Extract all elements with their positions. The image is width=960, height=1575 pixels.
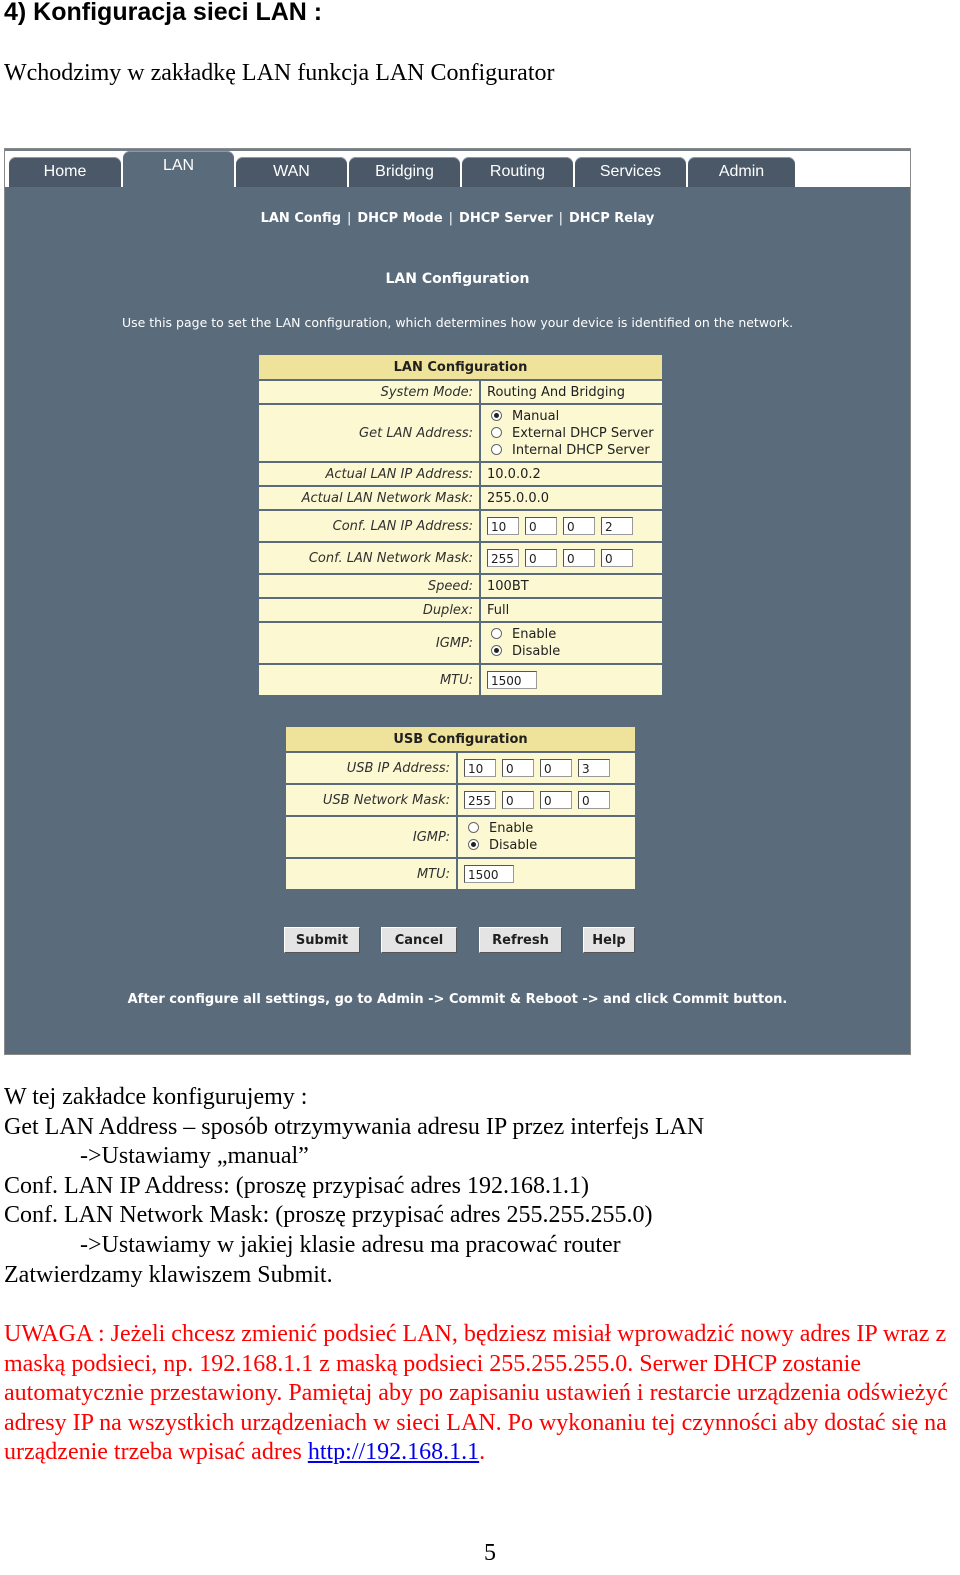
mtu-field	[481, 665, 662, 695]
conf-mask-octet-4-input[interactable]: 0	[601, 549, 633, 567]
usb-ip-inputs	[458, 753, 635, 783]
conf-ip-octet-3-input[interactable]: 0	[563, 517, 595, 535]
tab-lan[interactable]: LAN	[123, 151, 234, 187]
duplex-label: Duplex:	[259, 599, 481, 621]
speed-label: Speed:	[259, 575, 481, 597]
usb-config-table	[286, 725, 635, 891]
radio-option-external-dhcp[interactable]	[487, 425, 656, 442]
conf-lan-mask-label: Conf. LAN Network Mask:	[259, 543, 481, 573]
subnav-separator: |	[558, 211, 563, 226]
instruction-line: Zatwierdzamy klawiszem Submit.	[4, 1261, 333, 1288]
intro-text: Wchodzimy w zakładkę LAN funkcja LAN Configurator	[4, 60, 555, 86]
radio-option-internal-dhcp[interactable]	[487, 442, 656, 459]
radio-icon[interactable]	[468, 822, 479, 833]
usb-mask-octet-4-input[interactable]: 0	[578, 791, 610, 809]
usb-mtu-input[interactable]: 1500	[464, 865, 514, 883]
actual-lan-ip-value: 10.0.0.2	[481, 463, 662, 485]
usb-ip-label: USB IP Address:	[286, 753, 458, 783]
usb-mtu-label: MTU:	[286, 859, 458, 889]
radio-label: Internal DHCP Server	[512, 442, 650, 458]
lan-table-header: LAN Configuration	[259, 355, 662, 379]
warning-paragraph	[4, 1320, 960, 1468]
usb-mask-octet-3-input[interactable]: 0	[540, 791, 572, 809]
page-number: 5	[484, 1540, 496, 1566]
ui-page-title: LAN Configuration	[385, 271, 530, 287]
radio-selected-icon[interactable]	[491, 410, 502, 421]
router-address-link[interactable]: http://192.168.1.1	[307, 1439, 480, 1466]
usb-table-header: USB Configuration	[286, 727, 635, 751]
radio-selected-icon[interactable]	[491, 645, 502, 656]
conf-ip-octet-2-input[interactable]: 0	[525, 517, 557, 535]
ui-page-description: Use this page to set the LAN configuration, which determines how your device is identified on the network.	[121, 315, 794, 330]
instruction-line: Conf. LAN Network Mask: (proszę przypisać adres 255.255.255.0)	[4, 1202, 653, 1229]
radio-icon[interactable]	[491, 628, 502, 639]
usb-mask-octet-2-input[interactable]: 0	[502, 791, 534, 809]
radio-option-enable[interactable]	[487, 626, 656, 643]
conf-lan-ip-label: Conf. LAN IP Address:	[259, 511, 481, 541]
radio-label: Disable	[489, 838, 538, 853]
sub-navigation	[5, 211, 910, 226]
radio-label: Enable	[489, 821, 534, 836]
radio-icon[interactable]	[491, 427, 502, 438]
mtu-label: MTU:	[259, 665, 481, 695]
tab-bridging[interactable]: Bridging	[349, 157, 460, 187]
usb-mask-inputs	[458, 785, 635, 815]
radio-option-enable[interactable]	[464, 820, 629, 837]
refresh-button[interactable]: Refresh	[479, 927, 562, 953]
cancel-button[interactable]: Cancel	[381, 927, 457, 953]
conf-lan-ip-inputs	[481, 511, 662, 541]
conf-mask-octet-3-input[interactable]: 0	[563, 549, 595, 567]
usb-igmp-label: IGMP:	[286, 817, 458, 857]
instruction-line: Conf. LAN IP Address: (proszę przypisać adres 192.168.1.1)	[4, 1172, 589, 1199]
system-mode-label: System Mode:	[259, 381, 481, 403]
usb-ip-octet-2-input[interactable]: 0	[502, 759, 534, 777]
submit-button[interactable]: Submit	[284, 927, 360, 953]
igmp-label: IGMP:	[259, 623, 481, 663]
conf-lan-mask-inputs	[481, 543, 662, 573]
router-ui-screenshot	[4, 148, 911, 1055]
conf-ip-octet-4-input[interactable]: 2	[601, 517, 633, 535]
commit-reboot-note: After configure all settings, go to Admin -> Commit & Reboot -> and click Commit button.	[127, 992, 788, 1007]
conf-ip-octet-1-input[interactable]: 10	[487, 517, 519, 535]
warning-tail: .	[479, 1439, 486, 1466]
tab-services[interactable]: Services	[575, 157, 686, 187]
subnav-lan-config[interactable]: LAN Config	[260, 211, 341, 226]
instructions-text	[4, 1083, 704, 1290]
radio-icon[interactable]	[491, 444, 502, 455]
radio-label: Manual	[512, 408, 560, 424]
get-lan-address-label: Get LAN Address:	[259, 405, 481, 461]
igmp-radio-group	[481, 623, 662, 663]
tab-home[interactable]: Home	[9, 157, 121, 187]
instruction-line: ->Ustawiamy w jakiej klasie adresu ma pracować router	[80, 1231, 621, 1258]
radio-option-disable[interactable]	[464, 837, 629, 854]
usb-mask-octet-1-input[interactable]: 255	[464, 791, 496, 809]
radio-selected-icon[interactable]	[468, 839, 479, 850]
actual-lan-ip-label: Actual LAN IP Address:	[259, 463, 481, 485]
radio-option-manual[interactable]	[487, 408, 656, 425]
subnav-separator: |	[448, 211, 454, 226]
conf-mask-octet-1-input[interactable]: 255	[487, 549, 519, 567]
speed-value: 100BT	[481, 575, 662, 597]
warning-text: UWAGA : Jeżeli chcesz zmienić podsieć LAN, będziesz misiał wprowadzić nowy adres IP wraz z maską podsieci, np. 192.168.1.1 z maską podsieci 255.255.255.0. Serwer DHCP zostanie automatycznie przestawiony. Pamiętaj aby po zapisaniu ustawień i restarcie urządzenia odświeżyć adresy IP na wszystkich urządzeniach w sieci LAN. Po wykonaniu tej czynności aby dostać się na urządzenie trzeba wpisać adres	[4, 1321, 949, 1466]
subnav-separator: |	[347, 211, 352, 226]
lan-config-table	[259, 353, 662, 697]
instruction-line: Get LAN Address – sposób otrzymywania adresu IP przez interfejs LAN	[4, 1113, 705, 1140]
usb-mask-label: USB Network Mask:	[286, 785, 458, 815]
system-mode-value: Routing And Bridging	[481, 381, 662, 403]
section-heading: 4) Konfiguracja sieci LAN :	[4, 0, 323, 26]
radio-option-disable[interactable]	[487, 643, 656, 660]
subnav-dhcp-mode[interactable]: DHCP Mode	[357, 211, 443, 226]
actual-lan-mask-value: 255.0.0.0	[481, 487, 662, 509]
actual-lan-mask-label: Actual LAN Network Mask:	[259, 487, 481, 509]
usb-mtu-field	[458, 859, 635, 889]
radio-label: Enable	[512, 627, 557, 642]
mtu-input[interactable]: 1500	[487, 671, 537, 689]
instruction-line: W tej zakładce konfigurujemy :	[4, 1084, 308, 1110]
radio-label: External DHCP Server	[512, 425, 654, 441]
radio-label: Disable	[512, 644, 561, 659]
subnav-dhcp-server[interactable]: DHCP Server	[459, 211, 553, 226]
help-button[interactable]: Help	[583, 927, 635, 953]
tab-routing[interactable]: Routing	[462, 157, 573, 187]
tab-admin[interactable]: Admin	[688, 157, 795, 187]
usb-ip-octet-4-input[interactable]: 3	[578, 759, 610, 777]
duplex-value: Full	[481, 599, 662, 621]
usb-ip-octet-1-input[interactable]: 10	[464, 759, 496, 777]
subnav-dhcp-relay[interactable]: DHCP Relay	[569, 211, 655, 226]
usb-ip-octet-3-input[interactable]: 0	[540, 759, 572, 777]
conf-mask-octet-2-input[interactable]: 0	[525, 549, 557, 567]
usb-igmp-radio-group	[458, 817, 635, 857]
tab-wan[interactable]: WAN	[236, 157, 347, 187]
instruction-line: ->Ustawiamy „manual”	[80, 1143, 309, 1170]
tab-bar	[5, 149, 910, 187]
get-lan-address-radio-group	[481, 405, 662, 461]
